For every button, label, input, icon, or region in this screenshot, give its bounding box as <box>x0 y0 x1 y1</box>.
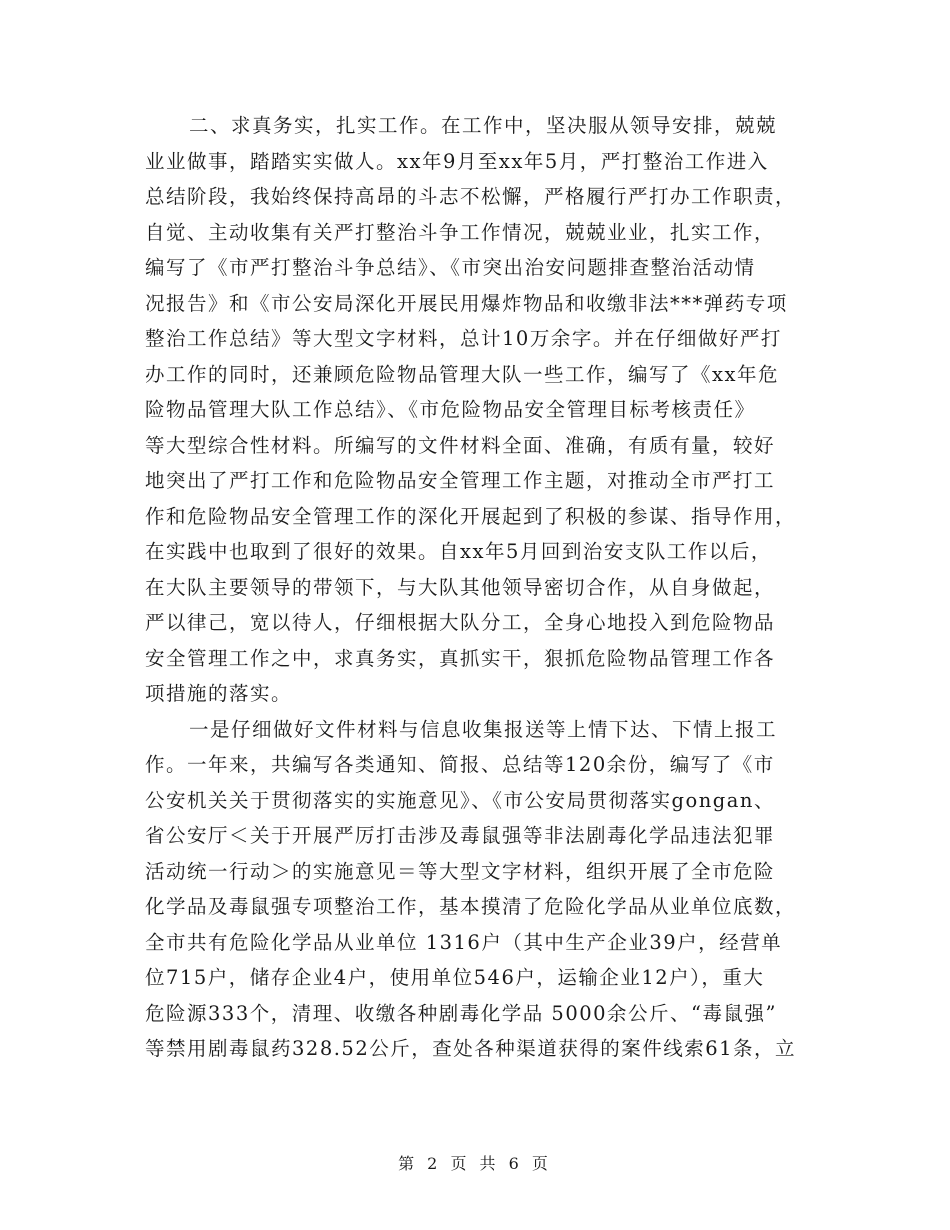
paragraph-line: 整治工作总结》等大型文字材料，总计10万余字。并在仔细做好严打 <box>145 327 782 350</box>
paragraph-line: 全市共有危险化学品从业单位 1316户（其中生产企业39户，经营单 <box>145 930 783 954</box>
paragraph-line: 严以律己，宽以待人，仔细根据大队分工，全身心地投入到危险物品 <box>145 611 776 634</box>
paragraph-line: 险物品管理大队工作总结》、《市危险物品安全管理目标考核责任》 <box>145 398 756 421</box>
paragraph-line: 自觉、主动收集有关严打整治斗争工作情况，兢兢业业，扎实工作， <box>145 220 776 244</box>
paragraph-line: 作和危险物品安全管理工作的深化开展起到了积极的参谋、指导作用， <box>145 504 797 528</box>
paragraph-line: 业业做事，踏踏实实做人。xx年9月至xx年5月，严打整治工作进入 <box>145 149 769 173</box>
paragraph-line: 位715户，储存企业4户，使用单位546户，运输企业12户），重大 <box>145 966 765 989</box>
paragraph-line: 危险源333个，清理、收缴各种剧毒化学品 5000余公斤、“毒鼠强” <box>145 1001 777 1025</box>
paragraph-line: 活动统一行动＞的实施意见＝等大型文字材料，组织开展了全市危险 <box>145 859 776 883</box>
paragraph-line: 安全管理工作之中，求真务实，真抓实干，狠抓危险物品管理工作各 <box>145 646 776 670</box>
paragraph-line: 一是仔细做好文件材料与信息收集报送等上情下达、下情上报工 <box>189 717 778 741</box>
paragraph-line: 项措施的落实。 <box>145 682 293 705</box>
document-body <box>145 108 810 1067</box>
paragraph-line: 总结阶段，我始终保持高昂的斗志不松懈，严格履行严打办工作职责， <box>145 185 797 208</box>
paragraph-line: 地突出了严打工作和危险物品安全管理工作主题，对推动全市严打工 <box>145 469 776 492</box>
paragraph-line: 等大型综合性材料。所编写的文件材料全面、准确，有质有量，较好 <box>145 433 776 457</box>
paragraph-line: 编写了《市严打整治斗争总结》、《市突出治安问题排查整治活动情 <box>145 256 756 279</box>
paragraph-line: 在大队主要领导的带领下，与大队其他领导密切合作，从自身做起， <box>145 575 776 599</box>
paragraph-line: 化学品及毒鼠强专项整治工作，基本摸清了危险化学品从业单位底数， <box>145 895 797 918</box>
paragraph-line: 况报告》和《市公安局深化开展民用爆炸物品和收缴非法***弹药专项 <box>145 291 788 315</box>
paragraph-line: 省公安厅＜关于开展严厉打击涉及毒鼠强等非法剧毒化学品违法犯罪 <box>145 824 776 847</box>
paragraph-line: 办工作的同时，还兼顾危险物品管理大队一些工作，编写了《xx年危 <box>145 362 779 386</box>
paragraph-line: 在实践中也取到了很好的效果。自xx年5月回到治安支队工作以后， <box>145 540 772 563</box>
paragraph-line: 二、求真务实，扎实工作。在工作中，坚决服从领导安排，兢兢 <box>189 114 778 137</box>
page-number-footer: 第 2 页 共 6 页 <box>398 1154 552 1173</box>
paragraph-line: 作。一年来，共编写各类通知、简报、总结等120余份，编写了《市 <box>145 753 775 776</box>
paragraph-line: 等禁用剧毒鼠药328.52公斤，查处各种渠道获得的案件线索61条，立 <box>145 1037 797 1060</box>
paragraph-line: 公安机关关于贯彻落实的实施意见》、《市公安局贯彻落实gongan、 <box>145 788 775 812</box>
